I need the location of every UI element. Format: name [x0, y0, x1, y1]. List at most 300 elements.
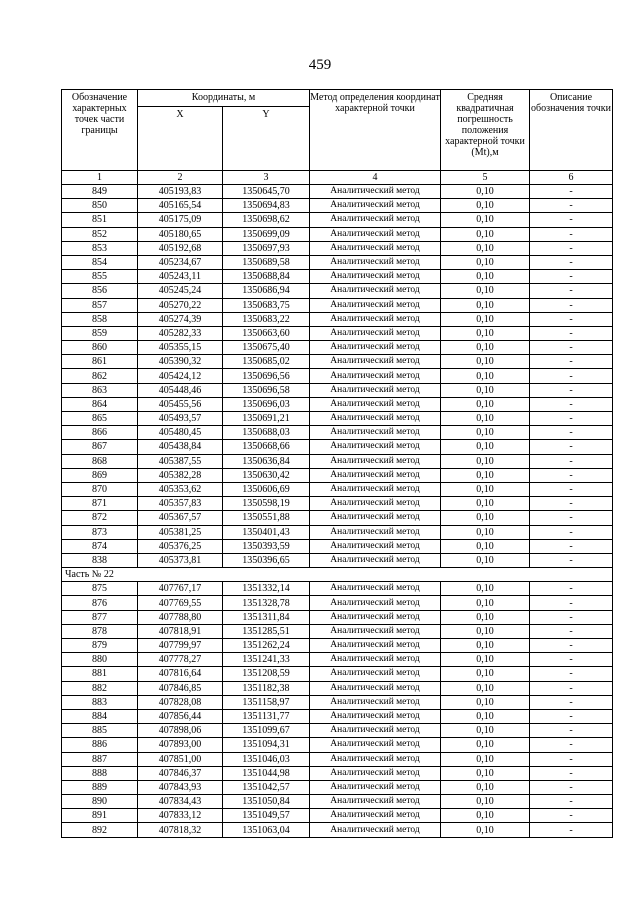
- point-id-cell: 869: [62, 468, 138, 482]
- error-cell: 0,10: [441, 709, 530, 723]
- table-row: [62, 766, 613, 780]
- table-row: [62, 199, 613, 213]
- description-cell: -: [530, 412, 613, 426]
- table-row: [62, 795, 613, 809]
- table-row: [62, 255, 613, 269]
- error-cell: 0,10: [441, 255, 530, 269]
- error-cell: 0,10: [441, 199, 530, 213]
- method-cell: Аналитический метод: [310, 766, 441, 780]
- point-id-cell: 873: [62, 525, 138, 539]
- method-cell: Аналитический метод: [310, 497, 441, 511]
- section-row: [62, 568, 613, 582]
- error-cell: 0,10: [441, 539, 530, 553]
- method-cell: Аналитический метод: [310, 355, 441, 369]
- error-cell: 0,10: [441, 610, 530, 624]
- y-cell: 1351050,84: [223, 795, 310, 809]
- error-cell: 0,10: [441, 284, 530, 298]
- point-id-cell: 865: [62, 412, 138, 426]
- method-cell: Аналитический метод: [310, 525, 441, 539]
- y-cell: 1350630,42: [223, 468, 310, 482]
- method-cell: Аналитический метод: [310, 185, 441, 199]
- method-cell: Аналитический метод: [310, 369, 441, 383]
- header-y: Y: [223, 107, 310, 171]
- x-cell: 407856,44: [138, 709, 223, 723]
- y-cell: 1350683,75: [223, 298, 310, 312]
- error-cell: 0,10: [441, 511, 530, 525]
- x-cell: 407769,55: [138, 596, 223, 610]
- y-cell: 1351042,57: [223, 780, 310, 794]
- column-number: 6: [530, 171, 613, 185]
- point-id-cell: 858: [62, 312, 138, 326]
- header-error: Средняя квадратичная погрешность положения характерной точки (Mt),м: [441, 90, 530, 171]
- method-cell: Аналитический метод: [310, 681, 441, 695]
- error-cell: 0,10: [441, 241, 530, 255]
- point-id-cell: 861: [62, 355, 138, 369]
- y-cell: 1351158,97: [223, 695, 310, 709]
- method-cell: Аналитический метод: [310, 383, 441, 397]
- error-cell: 0,10: [441, 667, 530, 681]
- point-id-cell: 883: [62, 695, 138, 709]
- point-id-cell: 886: [62, 738, 138, 752]
- error-cell: 0,10: [441, 752, 530, 766]
- point-id-cell: 877: [62, 610, 138, 624]
- header-description: Описание обозначения точки: [530, 90, 613, 171]
- description-cell: -: [530, 653, 613, 667]
- description-cell: -: [530, 355, 613, 369]
- method-cell: Аналитический метод: [310, 610, 441, 624]
- x-cell: 407898,06: [138, 724, 223, 738]
- y-cell: 1351285,51: [223, 624, 310, 638]
- table-row: [62, 227, 613, 241]
- description-cell: -: [530, 511, 613, 525]
- method-cell: Аналитический метод: [310, 653, 441, 667]
- header-point-designation: Обозначение характерных точек части границы: [62, 90, 138, 171]
- x-cell: 407851,00: [138, 752, 223, 766]
- column-number: 2: [138, 171, 223, 185]
- column-number: 4: [310, 171, 441, 185]
- column-numbers-row: [62, 171, 613, 185]
- method-cell: Аналитический метод: [310, 695, 441, 709]
- point-id-cell: 849: [62, 185, 138, 199]
- error-cell: 0,10: [441, 227, 530, 241]
- y-cell: 1350675,40: [223, 341, 310, 355]
- point-id-cell: 838: [62, 553, 138, 567]
- x-cell: 407846,85: [138, 681, 223, 695]
- error-cell: 0,10: [441, 738, 530, 752]
- x-cell: 405357,83: [138, 497, 223, 511]
- point-id-cell: 881: [62, 667, 138, 681]
- method-cell: Аналитический метод: [310, 312, 441, 326]
- error-cell: 0,10: [441, 795, 530, 809]
- x-cell: 405274,39: [138, 312, 223, 326]
- x-cell: 405175,09: [138, 213, 223, 227]
- x-cell: 405355,15: [138, 341, 223, 355]
- table-row: [62, 497, 613, 511]
- x-cell: 405381,25: [138, 525, 223, 539]
- table-row: [62, 724, 613, 738]
- description-cell: -: [530, 709, 613, 723]
- description-cell: -: [530, 582, 613, 596]
- point-id-cell: 863: [62, 383, 138, 397]
- point-id-cell: 854: [62, 255, 138, 269]
- coordinates-table: [61, 89, 613, 838]
- x-cell: 407799,97: [138, 639, 223, 653]
- description-cell: -: [530, 383, 613, 397]
- x-cell: 405234,67: [138, 255, 223, 269]
- x-cell: 407843,93: [138, 780, 223, 794]
- table-row: [62, 440, 613, 454]
- table-row: [62, 624, 613, 638]
- point-id-cell: 880: [62, 653, 138, 667]
- table-body-part-1: [62, 185, 613, 568]
- y-cell: 1350645,70: [223, 185, 310, 199]
- table-row: [62, 809, 613, 823]
- description-cell: -: [530, 639, 613, 653]
- x-cell: 405180,65: [138, 227, 223, 241]
- error-cell: 0,10: [441, 426, 530, 440]
- y-cell: 1351044,98: [223, 766, 310, 780]
- point-id-cell: 876: [62, 596, 138, 610]
- table-row: [62, 397, 613, 411]
- error-cell: 0,10: [441, 497, 530, 511]
- description-cell: -: [530, 738, 613, 752]
- description-cell: -: [530, 497, 613, 511]
- error-cell: 0,10: [441, 468, 530, 482]
- error-cell: 0,10: [441, 553, 530, 567]
- point-id-cell: 864: [62, 397, 138, 411]
- error-cell: 0,10: [441, 312, 530, 326]
- header-method: Метод определения координат характерной точки: [310, 90, 441, 171]
- error-cell: 0,10: [441, 185, 530, 199]
- x-cell: 405245,24: [138, 284, 223, 298]
- y-cell: 1350396,65: [223, 553, 310, 567]
- method-cell: Аналитический метод: [310, 284, 441, 298]
- description-cell: -: [530, 809, 613, 823]
- x-cell: 405282,33: [138, 326, 223, 340]
- table-row: [62, 454, 613, 468]
- table-row: [62, 241, 613, 255]
- x-cell: 405193,83: [138, 185, 223, 199]
- y-cell: 1350694,83: [223, 199, 310, 213]
- description-cell: -: [530, 766, 613, 780]
- error-cell: 0,10: [441, 440, 530, 454]
- y-cell: 1351262,24: [223, 639, 310, 653]
- y-cell: 1350688,03: [223, 426, 310, 440]
- point-id-cell: 884: [62, 709, 138, 723]
- error-cell: 0,10: [441, 270, 530, 284]
- description-cell: -: [530, 539, 613, 553]
- x-cell: 405243,11: [138, 270, 223, 284]
- table-row: [62, 695, 613, 709]
- method-cell: Аналитический метод: [310, 454, 441, 468]
- y-cell: 1350636,84: [223, 454, 310, 468]
- table-row: [62, 639, 613, 653]
- method-cell: Аналитический метод: [310, 667, 441, 681]
- x-cell: 407767,17: [138, 582, 223, 596]
- error-cell: 0,10: [441, 383, 530, 397]
- error-cell: 0,10: [441, 397, 530, 411]
- error-cell: 0,10: [441, 809, 530, 823]
- table-row: [62, 284, 613, 298]
- table-row: [62, 596, 613, 610]
- table-row: [62, 341, 613, 355]
- x-cell: 405373,81: [138, 553, 223, 567]
- column-number: 5: [441, 171, 530, 185]
- x-cell: 407778,27: [138, 653, 223, 667]
- error-cell: 0,10: [441, 823, 530, 837]
- y-cell: 1350696,03: [223, 397, 310, 411]
- point-id-cell: 891: [62, 809, 138, 823]
- table-row: [62, 738, 613, 752]
- table-row: [62, 667, 613, 681]
- description-cell: -: [530, 440, 613, 454]
- table-row: [62, 213, 613, 227]
- description-cell: -: [530, 227, 613, 241]
- y-cell: 1350686,94: [223, 284, 310, 298]
- table-row: [62, 383, 613, 397]
- y-cell: 1351046,03: [223, 752, 310, 766]
- y-cell: 1350401,43: [223, 525, 310, 539]
- point-id-cell: 857: [62, 298, 138, 312]
- point-id-cell: 868: [62, 454, 138, 468]
- page-number: 459: [308, 57, 332, 73]
- point-id-cell: 871: [62, 497, 138, 511]
- error-cell: 0,10: [441, 341, 530, 355]
- y-cell: 1350668,66: [223, 440, 310, 454]
- table-row: [62, 312, 613, 326]
- y-cell: 1350598,19: [223, 497, 310, 511]
- error-cell: 0,10: [441, 653, 530, 667]
- description-cell: -: [530, 213, 613, 227]
- point-id-cell: 859: [62, 326, 138, 340]
- error-cell: 0,10: [441, 724, 530, 738]
- header-x: X: [138, 107, 223, 171]
- x-cell: 407818,91: [138, 624, 223, 638]
- y-cell: 1351063,04: [223, 823, 310, 837]
- description-cell: -: [530, 667, 613, 681]
- error-cell: 0,10: [441, 624, 530, 638]
- point-id-cell: 851: [62, 213, 138, 227]
- description-cell: -: [530, 624, 613, 638]
- method-cell: Аналитический метод: [310, 241, 441, 255]
- error-cell: 0,10: [441, 582, 530, 596]
- x-cell: 405165,54: [138, 199, 223, 213]
- table-row: [62, 511, 613, 525]
- x-cell: 405192,68: [138, 241, 223, 255]
- method-cell: Аналитический метод: [310, 738, 441, 752]
- method-cell: Аналитический метод: [310, 255, 441, 269]
- y-cell: 1350688,84: [223, 270, 310, 284]
- point-id-cell: 862: [62, 369, 138, 383]
- description-cell: -: [530, 752, 613, 766]
- table-row: [62, 355, 613, 369]
- point-id-cell: 860: [62, 341, 138, 355]
- table-row: [62, 709, 613, 723]
- description-cell: -: [530, 185, 613, 199]
- table-row: [62, 185, 613, 199]
- x-cell: 405270,22: [138, 298, 223, 312]
- y-cell: 1350696,58: [223, 383, 310, 397]
- table-row: [62, 468, 613, 482]
- error-cell: 0,10: [441, 695, 530, 709]
- section-part-22: [62, 568, 613, 582]
- table-row: [62, 539, 613, 553]
- table-row: [62, 823, 613, 837]
- x-cell: 405438,84: [138, 440, 223, 454]
- y-cell: 1351049,57: [223, 809, 310, 823]
- description-cell: -: [530, 454, 613, 468]
- y-cell: 1350691,21: [223, 412, 310, 426]
- x-cell: 405367,57: [138, 511, 223, 525]
- description-cell: -: [530, 255, 613, 269]
- point-id-cell: 850: [62, 199, 138, 213]
- y-cell: 1351332,14: [223, 582, 310, 596]
- description-cell: -: [530, 426, 613, 440]
- table-row: [62, 610, 613, 624]
- method-cell: Аналитический метод: [310, 199, 441, 213]
- error-cell: 0,10: [441, 326, 530, 340]
- y-cell: 1350697,93: [223, 241, 310, 255]
- point-id-cell: 855: [62, 270, 138, 284]
- x-cell: 407833,12: [138, 809, 223, 823]
- point-id-cell: 885: [62, 724, 138, 738]
- x-cell: 407893,00: [138, 738, 223, 752]
- method-cell: Аналитический метод: [310, 624, 441, 638]
- description-cell: -: [530, 241, 613, 255]
- description-cell: -: [530, 795, 613, 809]
- error-cell: 0,10: [441, 298, 530, 312]
- description-cell: -: [530, 284, 613, 298]
- description-cell: -: [530, 823, 613, 837]
- method-cell: Аналитический метод: [310, 426, 441, 440]
- description-cell: -: [530, 369, 613, 383]
- point-id-cell: 872: [62, 511, 138, 525]
- x-cell: 405448,46: [138, 383, 223, 397]
- y-cell: 1350606,69: [223, 482, 310, 496]
- method-cell: Аналитический метод: [310, 326, 441, 340]
- table-row: [62, 298, 613, 312]
- x-cell: 405382,28: [138, 468, 223, 482]
- y-cell: 1350699,09: [223, 227, 310, 241]
- error-cell: 0,10: [441, 766, 530, 780]
- description-cell: -: [530, 298, 613, 312]
- point-id-cell: 878: [62, 624, 138, 638]
- method-cell: Аналитический метод: [310, 511, 441, 525]
- method-cell: Аналитический метод: [310, 582, 441, 596]
- table-row: [62, 270, 613, 284]
- error-cell: 0,10: [441, 412, 530, 426]
- point-id-cell: 870: [62, 482, 138, 496]
- y-cell: 1351182,38: [223, 681, 310, 695]
- error-cell: 0,10: [441, 369, 530, 383]
- x-cell: 405455,56: [138, 397, 223, 411]
- method-cell: Аналитический метод: [310, 553, 441, 567]
- table-header: [62, 90, 613, 185]
- method-cell: Аналитический метод: [310, 752, 441, 766]
- description-cell: -: [530, 724, 613, 738]
- x-cell: 407834,43: [138, 795, 223, 809]
- description-cell: -: [530, 681, 613, 695]
- method-cell: Аналитический метод: [310, 639, 441, 653]
- method-cell: Аналитический метод: [310, 809, 441, 823]
- x-cell: 405353,62: [138, 482, 223, 496]
- method-cell: Аналитический метод: [310, 412, 441, 426]
- x-cell: 405424,12: [138, 369, 223, 383]
- x-cell: 407816,64: [138, 667, 223, 681]
- y-cell: 1350683,22: [223, 312, 310, 326]
- point-id-cell: 875: [62, 582, 138, 596]
- method-cell: Аналитический метод: [310, 539, 441, 553]
- error-cell: 0,10: [441, 525, 530, 539]
- y-cell: 1350696,56: [223, 369, 310, 383]
- table-row: [62, 681, 613, 695]
- table-row: [62, 780, 613, 794]
- point-id-cell: 887: [62, 752, 138, 766]
- description-cell: -: [530, 270, 613, 284]
- method-cell: Аналитический метод: [310, 468, 441, 482]
- table-row: [62, 326, 613, 340]
- error-cell: 0,10: [441, 681, 530, 695]
- column-number: 1: [62, 171, 138, 185]
- table-row: [62, 482, 613, 496]
- error-cell: 0,10: [441, 454, 530, 468]
- y-cell: 1350685,02: [223, 355, 310, 369]
- table-row: [62, 553, 613, 567]
- y-cell: 1351241,33: [223, 653, 310, 667]
- x-cell: 407788,80: [138, 610, 223, 624]
- description-cell: -: [530, 341, 613, 355]
- method-cell: Аналитический метод: [310, 298, 441, 312]
- method-cell: Аналитический метод: [310, 482, 441, 496]
- description-cell: -: [530, 326, 613, 340]
- x-cell: 407818,32: [138, 823, 223, 837]
- y-cell: 1350393,59: [223, 539, 310, 553]
- point-id-cell: 888: [62, 766, 138, 780]
- y-cell: 1350698,62: [223, 213, 310, 227]
- error-cell: 0,10: [441, 482, 530, 496]
- method-cell: Аналитический метод: [310, 795, 441, 809]
- table-row: [62, 752, 613, 766]
- header-coordinates: Координаты, м: [138, 90, 310, 107]
- description-cell: -: [530, 482, 613, 496]
- table-row: [62, 582, 613, 596]
- method-cell: Аналитический метод: [310, 341, 441, 355]
- error-cell: 0,10: [441, 213, 530, 227]
- description-cell: -: [530, 610, 613, 624]
- description-cell: -: [530, 695, 613, 709]
- point-id-cell: 879: [62, 639, 138, 653]
- point-id-cell: 867: [62, 440, 138, 454]
- point-id-cell: 882: [62, 681, 138, 695]
- point-id-cell: 853: [62, 241, 138, 255]
- table-row: [62, 653, 613, 667]
- y-cell: 1351131,77: [223, 709, 310, 723]
- point-id-cell: 874: [62, 539, 138, 553]
- error-cell: 0,10: [441, 355, 530, 369]
- y-cell: 1351099,67: [223, 724, 310, 738]
- x-cell: 405390,32: [138, 355, 223, 369]
- x-cell: 405387,55: [138, 454, 223, 468]
- method-cell: Аналитический метод: [310, 780, 441, 794]
- method-cell: Аналитический метод: [310, 596, 441, 610]
- point-id-cell: 889: [62, 780, 138, 794]
- description-cell: -: [530, 199, 613, 213]
- table-body-part-2: [62, 582, 613, 837]
- y-cell: 1350551,88: [223, 511, 310, 525]
- method-cell: Аналитический метод: [310, 440, 441, 454]
- point-id-cell: 852: [62, 227, 138, 241]
- table-row: [62, 525, 613, 539]
